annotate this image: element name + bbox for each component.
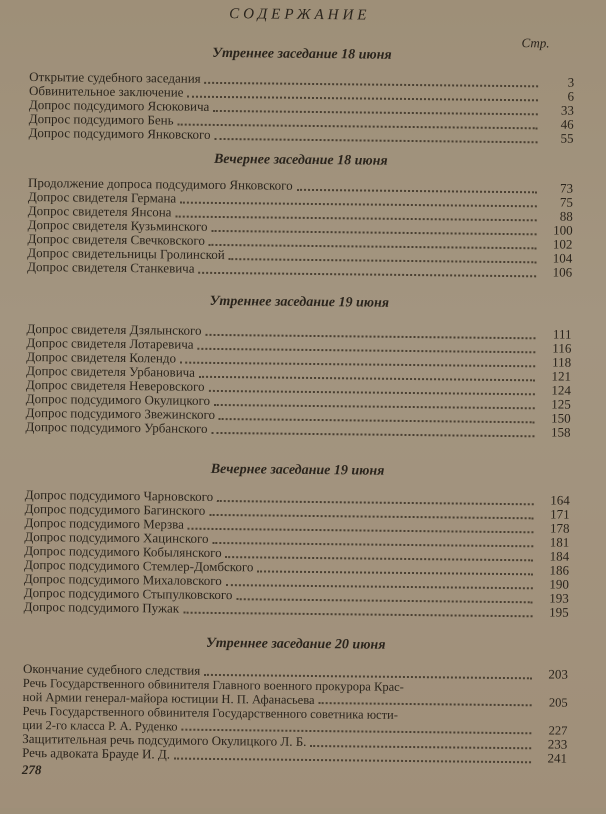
toc-entry: Допрос подсудимого Кобылянского 184 xyxy=(24,542,570,564)
toc-entry: Допрос подсудимого Пужак 195 xyxy=(23,598,569,620)
page-title: СОДЕРЖАНИЕ xyxy=(229,6,371,24)
page-column-label: Стр. xyxy=(521,35,550,51)
section-heading: Вечернее заседание 19 июня xyxy=(210,461,385,479)
toc-entry: Допрос свидетеля Свечковского 102 xyxy=(27,230,573,252)
toc-entry: Допрос подсудимого Урбанского 158 xyxy=(25,418,571,440)
page-number: 278 xyxy=(21,761,42,778)
section-evening-18 xyxy=(27,150,573,280)
toc-entry: Допрос свидетеля Германа 75 xyxy=(27,188,573,210)
toc-entry: Допрос свидетеля Лотаревича 116 xyxy=(26,334,572,356)
toc-entry: Допрос подсудимого Звежинского 150 xyxy=(25,404,571,426)
toc-entry-multiline: Речь Государственного обвинителя Главного военного прокурора Крас- ной Армии генерал-майора юстиции Н. П. Афанасьева 205 xyxy=(22,675,568,710)
toc-entry: Допрос подсудимого Бень 46 xyxy=(28,110,574,132)
toc-entry: Допрос подсудимого Янковского 55 xyxy=(28,124,574,146)
toc-entry: Допрос подсудимого Багинского 171 xyxy=(24,500,570,522)
book-page xyxy=(22,0,590,814)
toc-entry: Допрос свидетеля Янсона 88 xyxy=(27,202,573,224)
toc-entry: Допрос свидетеля Неверовского 124 xyxy=(25,376,572,398)
section-heading: Вечернее заседание 18 июня xyxy=(213,151,388,169)
section-morning-18 xyxy=(29,44,575,146)
toc-entry: Окончание судебного следствия 203 xyxy=(22,660,569,682)
section-heading: Утреннее заседание 19 июня xyxy=(209,293,390,311)
toc-entry: Допрос подсудимого Ясюковича 33 xyxy=(28,96,574,118)
toc-entry: Допрос подсудимого Хацинского 181 xyxy=(24,528,570,550)
toc-entry: Обвинительное заключение 6 xyxy=(28,82,575,104)
toc-entry: Допрос подсудимого Мерзва 178 xyxy=(24,514,570,536)
section-heading: Утреннее заседание 18 июня xyxy=(212,45,392,63)
section-heading: Утреннее заседание 20 июня xyxy=(205,635,386,653)
toc-entry: Допрос подсудимого Окулицкого 125 xyxy=(25,390,571,412)
toc-entry: Допрос свидетеля Колендо 118 xyxy=(26,348,572,370)
toc-entry: Допрос свидетеля Дзялынского 111 xyxy=(26,320,572,342)
toc-entry: Продолжение допроса подсудимого Янковского 73 xyxy=(28,174,574,196)
section-evening-19 xyxy=(24,460,571,620)
toc-entry: Открытие судебного заседания 3 xyxy=(29,68,575,90)
toc-entry: Допрос свидетеля Урбановича 121 xyxy=(26,362,572,384)
section-morning-20 xyxy=(22,634,568,766)
toc-entry: Допрос свидетеля Кузьминского 100 xyxy=(27,216,573,238)
toc-entry: Допрос подсудимого Стемлер-Домбского 186 xyxy=(24,556,570,578)
toc-entry: Допрос подсудимого Стыпулковского 193 xyxy=(23,584,569,606)
toc-entry: Допрос свидетельницы Гролинской 104 xyxy=(27,244,573,266)
toc-entry: Допрос подсудимого Чарновского 164 xyxy=(24,486,570,508)
toc-entry-multiline: Речь Государственного обвинителя Государственного советника юсти- ции 2-го класса Р. А. Руденко 227 xyxy=(22,703,568,738)
section-morning-19 xyxy=(25,292,571,440)
toc-entry: Допрос свидетеля Станкевича 106 xyxy=(27,258,573,280)
toc-entry: Защитительная речь подсудимого Окулицкого Л. Б. 233 xyxy=(22,730,568,752)
toc-entry: Речь адвоката Брауде И. Д. 241 xyxy=(22,744,568,766)
toc-entry: Допрос подсудимого Михаловского 190 xyxy=(23,570,569,592)
